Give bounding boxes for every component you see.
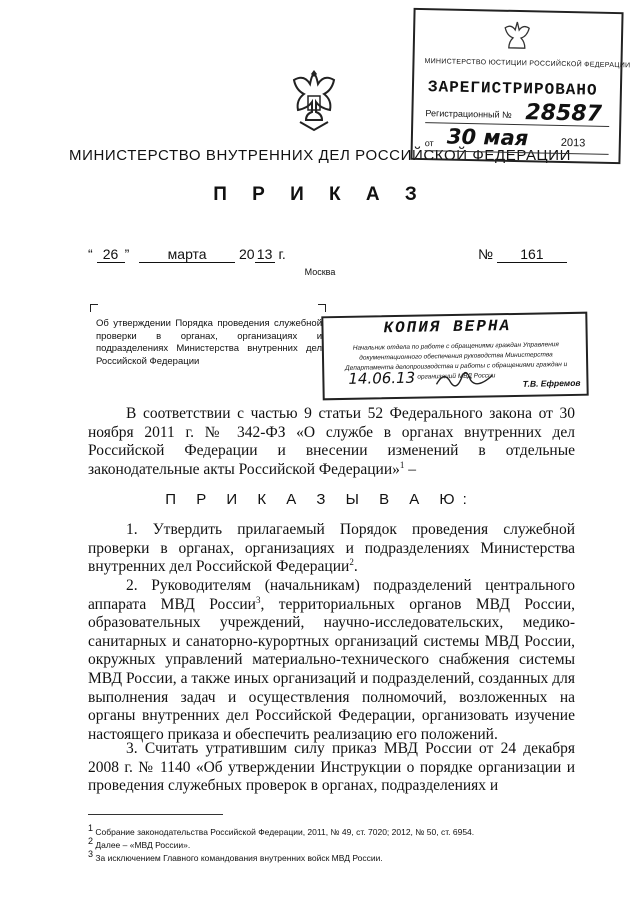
order-city: Москва xyxy=(304,267,336,277)
coat-of-arms-emblem xyxy=(286,66,342,136)
registration-stamp xyxy=(410,8,631,164)
copy-stamp-signer: Т.В. Ефремов xyxy=(522,377,581,389)
copy-stamp-date: 14.06.13 xyxy=(348,368,416,388)
subject-corner-right xyxy=(318,304,326,312)
footnote-3: $^3$ За исключением Главного командования внутренних войск МВД России. xyxy=(88,849,383,863)
preamble-text: В соответствии с частью 9 статьи 52 Федерального закона от 30 ноября 2011 г. № 342-ФЗ «О службе в органах внутренних дел Российской Федерации и внесении изменений в отдельные законодательные акты Российской Федерации» xyxy=(88,405,575,478)
footnote-ref-2: 2 xyxy=(349,557,354,568)
footnote-1: $^1$ Собрание законодательства Российской Федерации, 2011, № 49, ст. 7020; 2012, № 50, ст. 6954. xyxy=(88,823,475,837)
paragraph-3: 3. Считать утратившим силу приказ МВД России от 24 декабря 2008 г. № 1140 «Об утверждении Инструкции о порядке организации и проведения служебных проверок в органах, подразделениях и xyxy=(88,740,575,795)
paragraph-1-text: 1. Утвердить прилагаемый Порядок проведения служебной проверки в органах, организациях и подразделениях Министерства внутренних дел Российской Федерации xyxy=(88,521,575,576)
stamp-from-label: от xyxy=(424,138,434,149)
paragraph-2 xyxy=(88,577,575,744)
preamble-paragraph xyxy=(88,405,575,479)
stamp-rule-2 xyxy=(425,150,609,155)
order-year-suffix: 13 xyxy=(255,246,275,263)
footnote-ref-3: 3 xyxy=(255,594,261,605)
order-year-prefix: 20 xyxy=(239,246,255,262)
paragraph-2-text-a: 2. Руководителям (начальникам) подразделений центрального аппарата МВД России xyxy=(88,577,575,613)
stamp-emblem-icon xyxy=(499,18,536,57)
stamp-date: 30 мая xyxy=(446,124,529,151)
order-subject: Об утверждении Порядка проведения служебной проверки в органах, организациях и подразделениях Министерства внутренних дел Российской Федерации xyxy=(96,318,322,367)
stamp-org: МИНИСТЕРСТВО ЮСТИЦИИ РОССИЙСКОЙ ФЕДЕРАЦИИ xyxy=(424,58,631,70)
paragraph-1-end: . xyxy=(353,558,358,576)
order-number-value: 161 xyxy=(497,246,567,263)
preamble-end: – xyxy=(404,460,416,478)
order-number xyxy=(478,246,567,263)
footnote-2: $^2$ Далее – «МВД России». xyxy=(88,836,191,850)
footnote-separator xyxy=(88,814,223,815)
stamp-year: 2013 xyxy=(560,136,586,150)
number-label: № xyxy=(478,246,494,262)
subject-corner-left xyxy=(90,304,98,312)
copy-stamp-caption: Начальник отдела по работе с обращениями граждан Управления документационного обеспечения руководства Министерства Департамента делопроизводства и работы с обращениями граждан и организаций МВД России xyxy=(345,341,568,381)
copy-stamp-title: КОПИЯ ВЕРНА xyxy=(383,317,512,338)
stamp-reg-label: Регистрационный № xyxy=(425,108,512,120)
signature-mark xyxy=(434,369,494,390)
order-month: марта xyxy=(139,246,235,263)
stamp-registered: ЗАРЕГИСТРИРОВАНО xyxy=(427,78,598,100)
year-mark: г. xyxy=(278,246,286,262)
order-day: 26 xyxy=(97,246,125,263)
open-quote: “ xyxy=(88,246,93,262)
stamp-reg-number: 28587 xyxy=(525,100,603,127)
close-quote: ” xyxy=(124,246,130,262)
paragraph-1 xyxy=(88,521,575,577)
order-date xyxy=(88,246,286,263)
copy-certified-stamp xyxy=(321,312,588,401)
order-word: П Р И К А З Ы В А Ю: xyxy=(165,491,475,508)
paragraph-2-text-b: , территориальных органов МВД России, образовательных учреждений, научно-исследовательских, медико-санитарных и санаторно-курортных организаций системы МВД России, окружных управлений материально-технического снабжения системы МВД России, а также иных организаций и подразделений, созданных для выполнения задач и осуществления полномочий, возложенных на органы внутренних дел Российской Федерации, организовать изучение настоящего приказа и обеспечить реализацию его положений. xyxy=(88,595,575,743)
footnotes xyxy=(88,823,588,865)
footnote-ref-1: 1 xyxy=(399,459,405,470)
ministry-name: МИНИСТЕРСТВО ВНУТРЕННИХ ДЕЛ РОССИЙСКОЙ ФЕДЕРАЦИИ xyxy=(68,147,572,164)
document-type: П Р И К А З xyxy=(213,184,427,205)
